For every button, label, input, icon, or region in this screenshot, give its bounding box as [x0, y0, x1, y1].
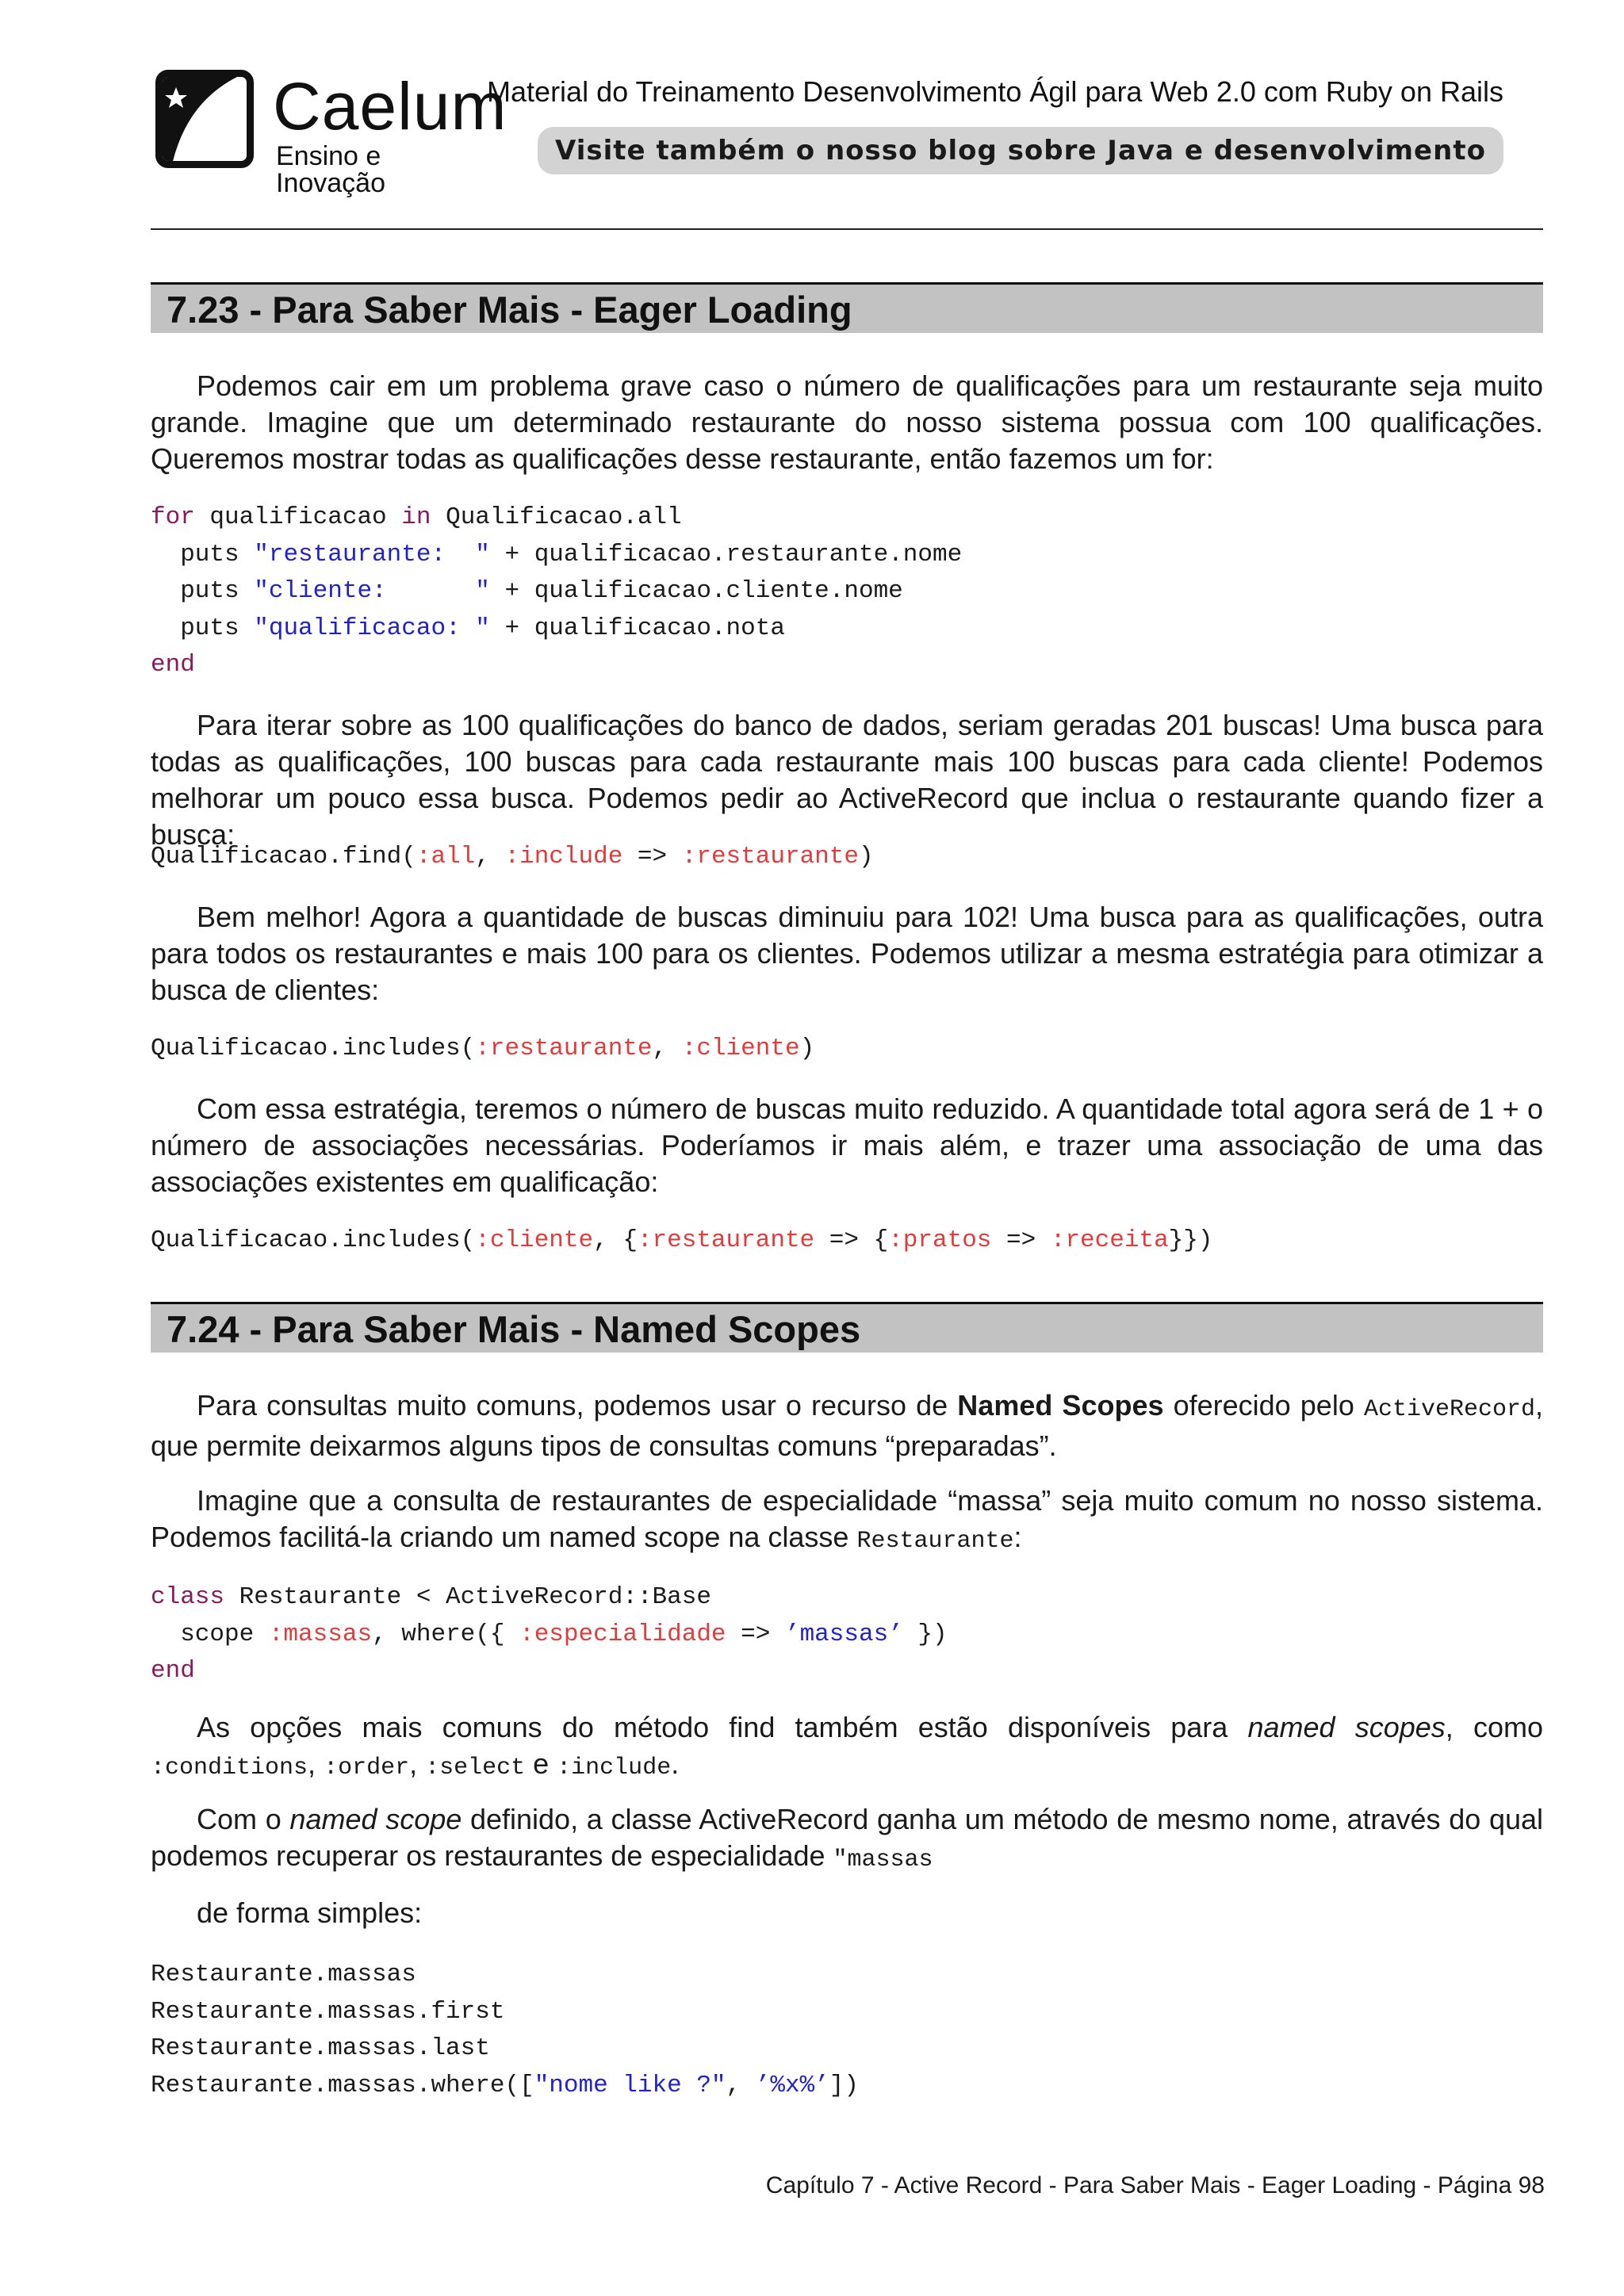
code-block-for-loop — [151, 499, 1543, 684]
logo-name: Caelum — [273, 69, 508, 144]
code-token: in — [401, 503, 431, 531]
paragraph: de forma simples: — [197, 1896, 423, 1929]
code-token: end — [151, 1657, 195, 1685]
code-token: => — [726, 1620, 785, 1648]
code-token: :especialidade — [519, 1620, 726, 1648]
code-token: Qualificacao.all puts — [180, 503, 682, 568]
code-token: :pratos — [888, 1226, 992, 1254]
paragraph: Para iterar sobre as 100 qualificações do banco de dados, seriam geradas 201 buscas! Uma busca para todas as qualificações, 100 buscas para cada restaurante mais 100 buscas para cada cliente! Podemos melhorar um pouco essa busca. Podemos pedir ao ActiveRecord que inclua o restaurante quando fizer a busca: — [151, 709, 1543, 851]
code-token: :cliente — [475, 1226, 594, 1254]
code-token: for — [151, 503, 195, 531]
logo-tagline: Ensino e Inovação — [276, 141, 385, 198]
code-token: qualificacao — [194, 503, 402, 531]
caelum-logo — [155, 69, 508, 198]
code-token: ’%x%’ — [755, 2071, 829, 2099]
code-token: "cliente: " — [254, 577, 490, 605]
code-token: Qualificacao.find( — [151, 843, 416, 871]
code-token: ’massas’ — [784, 1620, 903, 1648]
code-token: , — [475, 843, 505, 871]
code-token: Restaurante.massas Restaurante.massas.first Restaurante.massas.last Restaurante.massas.where([ — [151, 1961, 534, 2099]
blog-banner-link[interactable]: Visite também o nosso blog sobre Java e desenvolvimento — [538, 127, 1503, 174]
code-block-includes — [151, 1031, 1543, 1068]
caelum-logo-mark — [155, 70, 254, 168]
code-token: + qualificacao.nota — [504, 614, 785, 642]
code-token: "restaurante: " — [254, 540, 490, 568]
section-heading-named-scopes: 7.24 - Para Saber Mais - Named Scopes — [151, 1302, 1543, 1353]
section-heading-eager-loading: 7.23 - Para Saber Mais - Eager Loading — [151, 282, 1543, 333]
paragraph: Imagine que a consulta de restaurantes de especialidade “massa” seja muito comum no nosso sistema. Podemos facilitá-la criando um named scope na classe Restaurante: — [151, 1484, 1543, 1555]
code-token: ) — [799, 1035, 815, 1062]
code-token: :all — [416, 843, 476, 871]
code-block-scope-usage — [151, 1957, 1543, 2104]
code-token: :include — [504, 843, 623, 871]
code-token: :restaurante — [475, 1035, 653, 1062]
code-token: Qualificacao.includes( — [151, 1226, 476, 1254]
code-token: end — [151, 651, 195, 679]
paragraph: Com o named scope definido, a classe ActiveRecord ganha um método de mesmo nome, através do qual podemos recuperar os restaurantes de especialidade "massas — [151, 1803, 1544, 1873]
code-token: }) — [917, 1620, 948, 1648]
code-token: :massas — [268, 1620, 373, 1648]
page-footer: Capítulo 7 - Active Record - Para Saber Mais - Eager Loading - Página 98 — [765, 2172, 1545, 2198]
code-token: , — [726, 2071, 756, 2099]
header-title: Material do Treinamento Desenvolvimento Ágil para Web 2.0 com Ruby on Rails — [487, 75, 1503, 108]
paragraph: Bem melhor! Agora a quantidade de buscas diminuiu para 102! Uma busca para as qualificações, outra para todos os restaurantes e mais 100 para os clientes. Podemos utilizar a mesma estratégia para otimizar a busca de clientes: — [151, 901, 1543, 1006]
code-token: + qualificacao.cliente.nome puts — [180, 577, 903, 642]
code-token: Qualificacao.includes( — [151, 1035, 476, 1062]
paragraph: Com essa estratégia, teremos o número de buscas muito reduzido. A quantidade total agora será de 1 + o número de associações necessárias. Poderíamos ir mais além, e trazer uma associação de uma das associações existentes em qualificação: — [151, 1093, 1543, 1198]
paragraph: Podemos cair em um problema grave caso o número de qualificações para um restaurante seja muito grande. Imagine que um determinado restaurante do nosso sistema possua com 100 qualificações. Queremos mostrar todas as qualificações desse restaurante, então fazemos um for: — [151, 369, 1543, 475]
code-token: "qualificacao: " — [254, 614, 490, 642]
paragraph: Para consultas muito comuns, podemos usar o recurso de Named Scopes oferecido pelo ActiveRecord, que permite deixarmos alguns tipos de consultas comuns “preparadas”. — [151, 1389, 1544, 1462]
code-block-scope-definition — [151, 1579, 1543, 1690]
code-token: "nome like ?" — [534, 2071, 726, 2099]
code-token: class — [151, 1583, 225, 1611]
code-token: }}) — [1168, 1226, 1213, 1254]
paragraph: As opções mais comuns do método find também estão disponíveis para named scopes, como :conditions, :order, :select e :include. — [151, 1711, 1544, 1781]
code-token: => — [991, 1226, 1051, 1254]
code-token: ) — [859, 843, 874, 871]
code-token: + qualificacao.restaurante.nome puts — [180, 540, 963, 605]
code-token: => — [622, 843, 682, 871]
code-token: , { — [593, 1226, 638, 1254]
header-divider — [151, 228, 1543, 230]
code-token: :cliente — [681, 1035, 800, 1062]
code-token: :restaurante — [681, 843, 859, 871]
code-token: ]) — [829, 2071, 859, 2099]
code-token: :receita — [1050, 1226, 1169, 1254]
code-block-find-include — [151, 839, 1543, 876]
code-token: => { — [814, 1226, 889, 1254]
code-token: , — [652, 1035, 682, 1062]
code-token: Restaurante < ActiveRecord::Base scope — [180, 1583, 711, 1648]
code-token: , where({ — [372, 1620, 520, 1648]
code-block-nested-includes — [151, 1223, 1543, 1260]
code-token: :restaurante — [637, 1226, 815, 1254]
